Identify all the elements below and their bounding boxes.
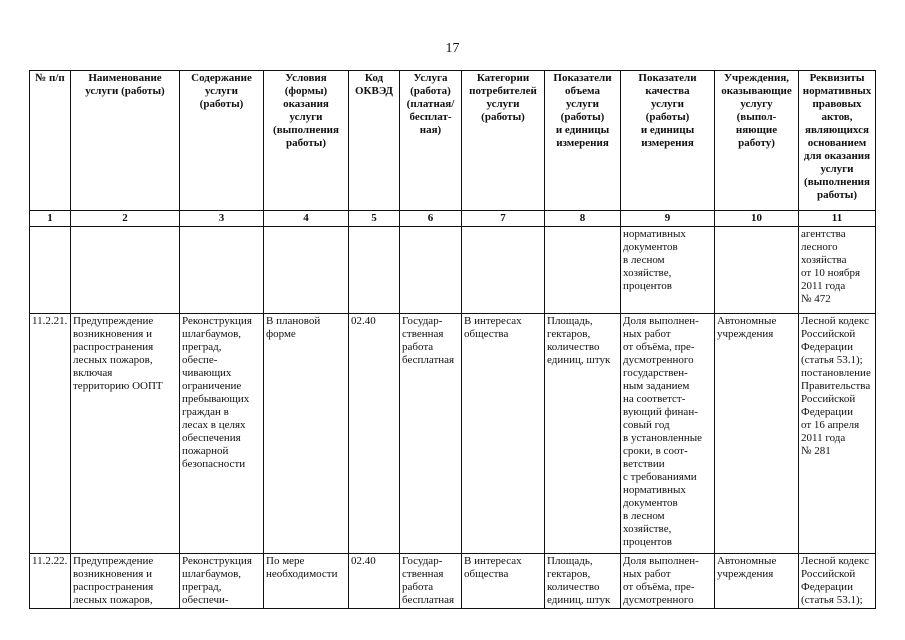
table-cell: В интересах общества [462, 314, 545, 554]
table-cell: Предупреждение возникновения и распространения лесных пожаров, включая территорию ООПТ [71, 314, 180, 554]
table-cell: В плановой форме [264, 314, 349, 554]
header-cell: Показатели качества услуги (работы) и единицы измерения [621, 71, 715, 211]
header-cell: Услуга (работа) (платная/ бесплат- ная) [400, 71, 462, 211]
column-number: 10 [715, 211, 799, 227]
table-cell: 11.2.21. [30, 314, 71, 554]
column-number: 9 [621, 211, 715, 227]
table-cell: Лесной кодекс Российской Федерации (статья 53.1); постановление Правительства Российской Федерации от 16 апреля 2011 года № 281 [799, 314, 876, 554]
table-cell [715, 227, 799, 314]
table-cell: Площадь, гектаров, количество единиц, штук [545, 554, 621, 609]
table-row [30, 554, 876, 609]
table-cell: Автономные учреждения [715, 314, 799, 554]
column-number: 7 [462, 211, 545, 227]
header-cell: Условия (формы) оказания услуги (выполнения работы) [264, 71, 349, 211]
table-cell: По мере необходимости [264, 554, 349, 609]
table-cell: нормативных документов в лесном хозяйстве, процентов [621, 227, 715, 314]
table-cell: Площадь, гектаров, количество единиц, штук [545, 314, 621, 554]
table-cell: 11.2.22. [30, 554, 71, 609]
services-table [29, 70, 876, 609]
table-cell: Доля выполнен- ных работ от объёма, пре- дусмотренного [621, 554, 715, 609]
header-cell: № п/п [30, 71, 71, 211]
table-cell [30, 227, 71, 314]
table-cell: 02.40 [349, 554, 400, 609]
table-cell: Государ- ственная работа бесплатная [400, 554, 462, 609]
table-cell [264, 227, 349, 314]
header-cell: Наименование услуги (работы) [71, 71, 180, 211]
table-cell: Предупреждение возникновения и распространения лесных пожаров, [71, 554, 180, 609]
table-cell: агентства лесного хозяйства от 10 ноября 2011 года № 472 [799, 227, 876, 314]
table-cell: Реконструкция шлагбаумов, преград, обеспе- чивающих ограничение пребывающих граждан в лесах в целях обеспечения пожарной безопасности [180, 314, 264, 554]
column-number: 4 [264, 211, 349, 227]
table-cell: В интересах общества [462, 554, 545, 609]
table-cell: Реконструкция шлагбаумов, преград, обеспечи- [180, 554, 264, 609]
table-cell [545, 227, 621, 314]
header-cell: Реквизиты нормативных правовых актов, являющихся основанием для оказания услуги (выполнения работы) [799, 71, 876, 211]
table-cell: Доля выполнен- ных работ от объёма, пре- дусмотренного государствен- ным заданием на соответст- вующий финан- совый год в установленные сроки, в соот- ветствии с требованиями нормативных документов в лесном хозяйстве, процентов [621, 314, 715, 554]
column-number: 2 [71, 211, 180, 227]
column-number: 5 [349, 211, 400, 227]
header-cell: Код ОКВЭД [349, 71, 400, 211]
page-number: 17 [445, 41, 460, 56]
table-row [30, 314, 876, 554]
header-cell: Содержание услуги (работы) [180, 71, 264, 211]
column-number: 1 [30, 211, 71, 227]
header-row [30, 71, 876, 211]
table-cell: 02.40 [349, 314, 400, 554]
header-cell: Категории потребителей услуги (работы) [462, 71, 545, 211]
table-cell [462, 227, 545, 314]
column-number: 8 [545, 211, 621, 227]
table-cell: Государ- ственная работа бесплатная [400, 314, 462, 554]
column-number: 6 [400, 211, 462, 227]
table-cell [180, 227, 264, 314]
table-cell [71, 227, 180, 314]
column-number: 3 [180, 211, 264, 227]
table-cell: Автономные учреждения [715, 554, 799, 609]
header-cell: Учреждения, оказывающие услугу (выпол- няющие работу) [715, 71, 799, 211]
column-number: 11 [799, 211, 876, 227]
table-row [30, 227, 876, 314]
column-number-row [30, 211, 876, 227]
table-cell: Лесной кодекс Российской Федерации (статья 53.1); [799, 554, 876, 609]
table-cell [349, 227, 400, 314]
table-cell [400, 227, 462, 314]
header-cell: Показатели объема услуги (работы) и единицы измерения [545, 71, 621, 211]
